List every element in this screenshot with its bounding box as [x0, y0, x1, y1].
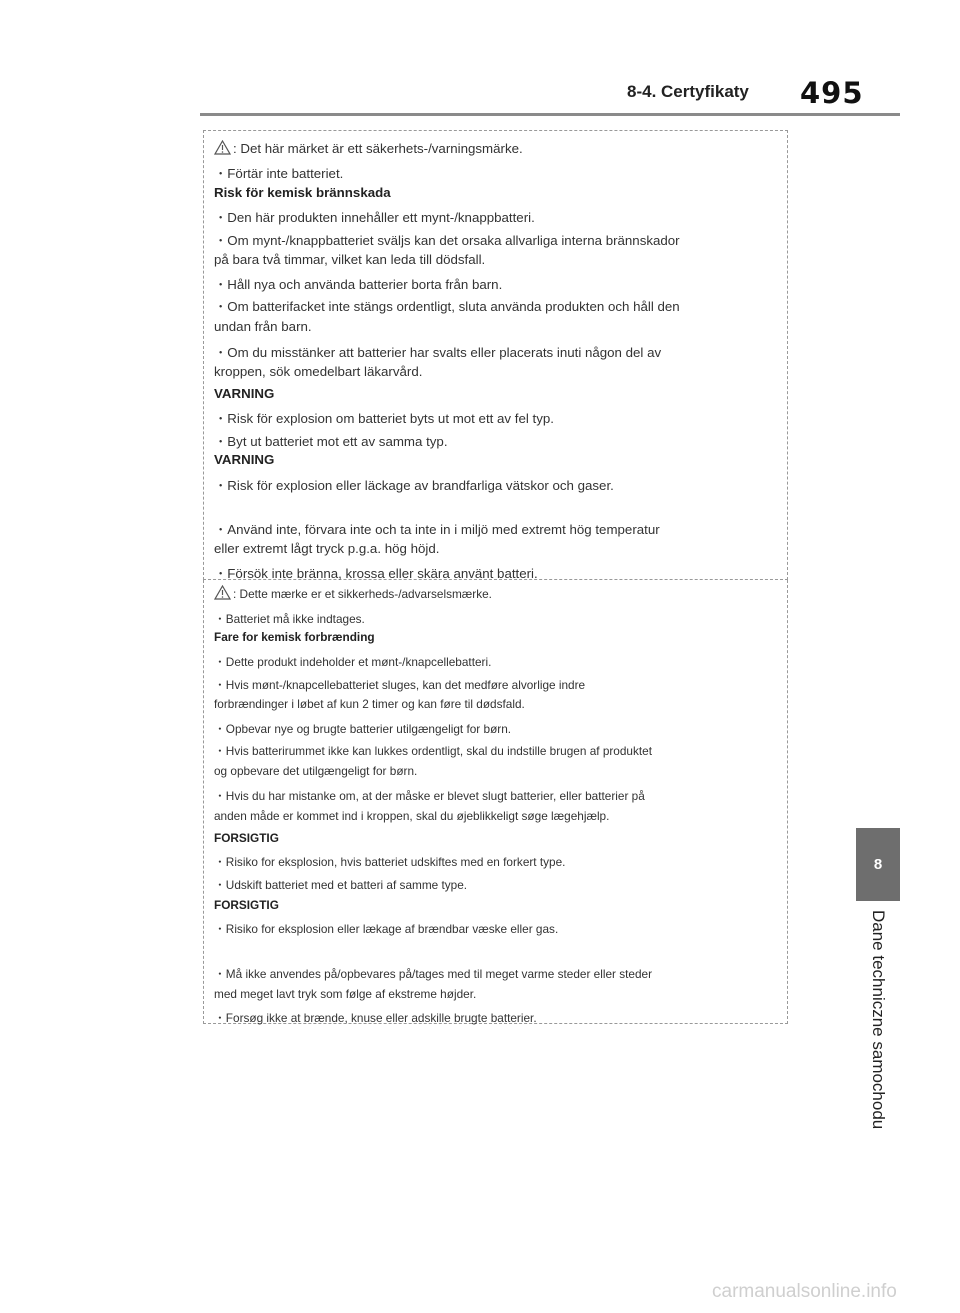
swedish-line: ・Om batterifacket inte stängs ordentligt, sluta använda produkten och håll den [214, 299, 680, 314]
warning-triangle-icon [214, 585, 231, 603]
danish-heading: Fare for kemisk forbrænding [214, 630, 375, 644]
swedish-warning-heading: VARNING [214, 386, 275, 401]
chapter-caption: Dane techniczne samochodu [869, 910, 888, 1130]
danish-line: ・Hvis mønt-/knapcellebatteriet sluges, kan det medføre alvorlige indre [214, 678, 586, 692]
danish-line: ・Må ikke anvendes på/opbevares på/tages med til meget varme steder eller steder [214, 967, 653, 981]
swedish-line: ・Försök inte bränna, krossa eller skära använt batteri. [214, 566, 538, 581]
swedish-line: ・Byt ut batteriet mot ett av samma typ. [214, 434, 448, 449]
danish-line: ・Udskift batteriet med et batteri af samme type. [214, 878, 468, 892]
swedish-heading: Risk för kemisk brännskada [214, 185, 391, 200]
danish-line: ・Opbevar nye og brugte batterier utilgængeligt for børn. [214, 722, 512, 736]
danish-line: anden måde er kommet ind i kroppen, skal du øjeblikkeligt søge lægehjælp. [214, 809, 610, 823]
page-number: 495 [800, 76, 864, 110]
swedish-line: kroppen, sök omedelbart läkarvård. [214, 364, 423, 379]
swedish-line: ・Den här produkten innehåller ett mynt-/knappbatteri. [214, 210, 535, 225]
swedish-line: : Det här märket är ett säkerhets-/varningsmärke. [214, 140, 523, 158]
swedish-line: på bara två timmar, vilket kan leda till dödsfall. [214, 252, 486, 267]
danish-line: forbrændinger i løbet af kun 2 timer og kan føre til dødsfald. [214, 697, 525, 711]
swedish-line: eller extremt lågt tryck p.g.a. hög höjd. [214, 541, 440, 556]
danish-line: : Dette mærke er et sikkerheds-/advarselsmærke. [214, 585, 492, 603]
warning-triangle-icon [214, 140, 231, 158]
danish-line: med meget lavt tryk som følge af ekstreme højder. [214, 987, 477, 1001]
swedish-line: ・Risk för explosion eller läckage av brandfarliga vätskor och gaser. [214, 478, 614, 493]
danish-line: og opbevare det utilgængeligt for børn. [214, 764, 418, 778]
section-title: 8-4. Certyfikaty [627, 82, 749, 101]
swedish-line: undan från barn. [214, 319, 312, 334]
danish-caution-heading: FORSIGTIG [214, 831, 279, 845]
danish-line: ・Dette produkt indeholder et mønt-/knapcellebatteri. [214, 655, 492, 669]
danish-line: ・Risiko for eksplosion, hvis batteriet udskiftes med en forkert type. [214, 855, 566, 869]
danish-caution-heading: FORSIGTIG [214, 898, 279, 912]
danish-line: ・Batteriet må ikke indtages. [214, 612, 365, 626]
watermark: carmanualsonline.info [712, 1281, 897, 1302]
swedish-line: ・Förtär inte batteriet. [214, 166, 344, 181]
swedish-line: ・Håll nya och använda batterier borta från barn. [214, 277, 503, 292]
danish-line: ・Forsøg ikke at brænde, knuse eller adskille brugte batterier. [214, 1011, 537, 1025]
chapter-tab[interactable]: 8 [856, 828, 900, 901]
swedish-line: ・Om du misstänker att batterier har svalts eller placerats inuti någon del av [214, 345, 662, 360]
danish-line: ・Risiko for eksplosion eller lækage af brændbar væske eller gas. [214, 922, 559, 936]
swedish-line: ・Risk för explosion om batteriet byts ut mot ett av fel typ. [214, 411, 554, 426]
header-divider [200, 113, 900, 116]
swedish-line: ・Om mynt-/knappbatteriet sväljs kan det orsaka allvarliga interna brännskador [214, 233, 680, 248]
swedish-warning-heading: VARNING [214, 452, 275, 467]
swedish-line: ・Använd inte, förvara inte och ta inte in i miljö med extremt hög temperatur [214, 522, 660, 537]
danish-line: ・Hvis du har mistanke om, at der måske er blevet slugt batterier, eller batterier på [214, 789, 645, 803]
danish-line: ・Hvis batterirummet ikke kan lukkes ordentligt, skal du indstille brugen af produktet [214, 744, 652, 758]
